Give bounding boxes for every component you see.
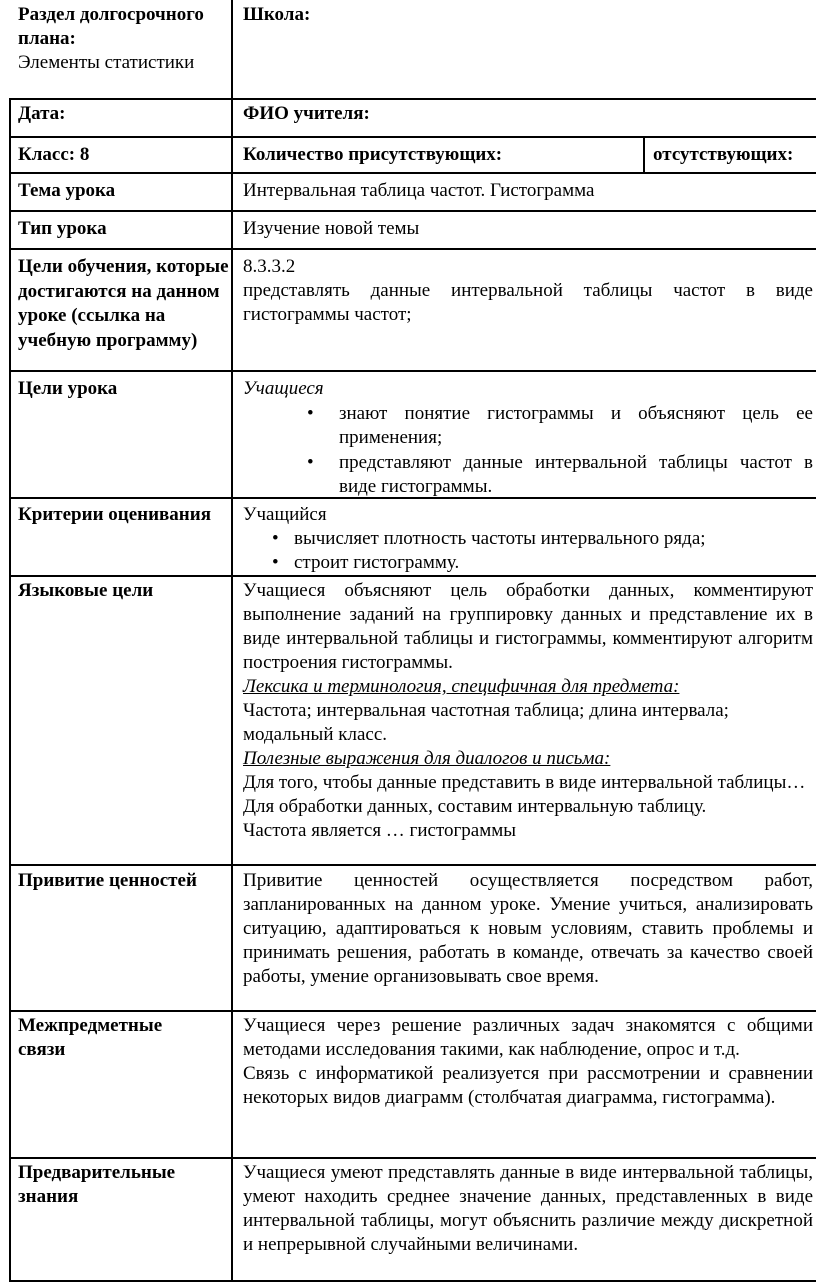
- rule-after-learning-goals: [9, 370, 816, 372]
- phrase-item: Для того, чтобы данные представить в виде интервальной таблицы…: [243, 772, 806, 793]
- date-label: Дата:: [18, 103, 66, 124]
- criteria-value: [243, 503, 813, 575]
- type-value: Изучение новой темы: [243, 218, 420, 239]
- rule-after-type: [9, 248, 816, 250]
- class-label: Класс: 8: [18, 144, 90, 165]
- lesson-goals-value: [243, 377, 813, 500]
- rule-after-date: [9, 136, 816, 138]
- rule-after-class: [9, 172, 816, 174]
- rule-after-criteria: [9, 575, 816, 577]
- phrase-item: Для обработки данных, составим интервальную таблицу.: [243, 796, 707, 817]
- rule-after-interdisciplinary: [9, 1157, 816, 1159]
- topic-label: Тема урока: [18, 180, 116, 201]
- values-text: Привитие ценностей осуществляется посредством работ, запланированных на данном уроке. Умение учиться, анализировать ситуацию, адаптироваться к новым условиям, ставить проблемы и принимать решения, работать в команде, отвечать за качество своей работы, умение организовывать свое время.: [243, 870, 813, 987]
- vocab-heading: Лексика и терминология, специфичная для предмета:: [243, 676, 680, 697]
- lesson-goal-item: • представляют данные интервальной таблицы частот в виде гистограммы.: [339, 451, 813, 500]
- present-label: Количество присутствующих:: [243, 144, 503, 165]
- lesson-goal-item: • знают понятие гистограммы и объясняют цель ее применения;: [339, 402, 813, 451]
- interdisciplinary-paragraph: Связь с информатикой реализуется при рассмотрении и сравнении некоторых видов диаграмм (столбчатая диаграмма, гистограмма).: [243, 1063, 813, 1108]
- learning-goals-label: Цели обучения, которые достигаются на данном уроке (ссылка на учебную программу): [18, 256, 229, 351]
- language-value: [243, 579, 813, 843]
- criteria-intro: Учащийся: [243, 504, 327, 525]
- rule-after-values: [9, 1010, 816, 1012]
- learning-goals-code: 8.3.3.2: [243, 256, 296, 277]
- section-value: Элементы статистики: [18, 52, 195, 73]
- section-label: Раздел долгосрочного плана:: [18, 4, 204, 49]
- rule-column: [231, 0, 233, 1282]
- school-label: Школа:: [243, 4, 311, 25]
- criteria-label: Критерии оценивания: [18, 504, 211, 525]
- rule-mid-header: [9, 98, 816, 100]
- section-cell: [18, 3, 230, 75]
- language-paragraph: Учащиеся объясняют цель обработки данных, комментируют выполнение заданий на группировку данных и представление их в виде интервальной таблицы и гистограммы, комментируют алгоритм построения гистограммы.: [243, 580, 813, 673]
- prior-text: Учащиеся умеют представлять данные в виде интервальной таблицы, умеют находить среднее значение данных, представленных в виде интервальной таблицы, могут объяснить различие между дискретной и непрерывной случайными величинами.: [243, 1162, 813, 1255]
- type-label: Тип урока: [18, 218, 107, 239]
- phrase-item: Частота является … гистограммы: [243, 820, 517, 841]
- prior-label: Предварительные знания: [18, 1162, 176, 1207]
- rule-bottom: [9, 1280, 816, 1282]
- interdisciplinary-label: Межпредметные связи: [18, 1015, 163, 1060]
- rule-after-topic: [9, 210, 816, 212]
- criteria-item: • вычисляет плотность частоты интервального ряда;: [294, 527, 813, 551]
- learning-goals-text: представлять данные интервальной таблицы частот в виде гистограммы частот;: [243, 280, 813, 325]
- vocab-text: Частота; интервальная частотная таблица; длина интервала; модальный класс.: [243, 700, 729, 745]
- topic-value: Интервальная таблица частот. Гистограмма: [243, 180, 595, 201]
- rule-after-language: [9, 864, 816, 866]
- interdisciplinary-value: [243, 1014, 813, 1110]
- language-label: Языковые цели: [18, 580, 154, 601]
- interdisciplinary-paragraph: Учащиеся через решение различных задач знакомятся с общими методами исследования такими, как наблюдение, опрос и т.д.: [243, 1015, 813, 1060]
- absent-label: отсутствующих:: [653, 144, 794, 165]
- lesson-goals-intro: Учащиеся: [243, 378, 324, 399]
- lesson-goals-label: Цели урока: [18, 378, 118, 399]
- values-label: Привитие ценностей: [18, 870, 197, 891]
- rule-absent-column: [643, 136, 645, 174]
- teacher-label: ФИО учителя:: [243, 103, 370, 124]
- phrases-heading: Полезные выражения для диалогов и письма:: [243, 748, 611, 769]
- learning-goals-value: [243, 255, 813, 327]
- criteria-item: • строит гистограмму.: [294, 551, 813, 575]
- rule-left: [9, 98, 11, 1282]
